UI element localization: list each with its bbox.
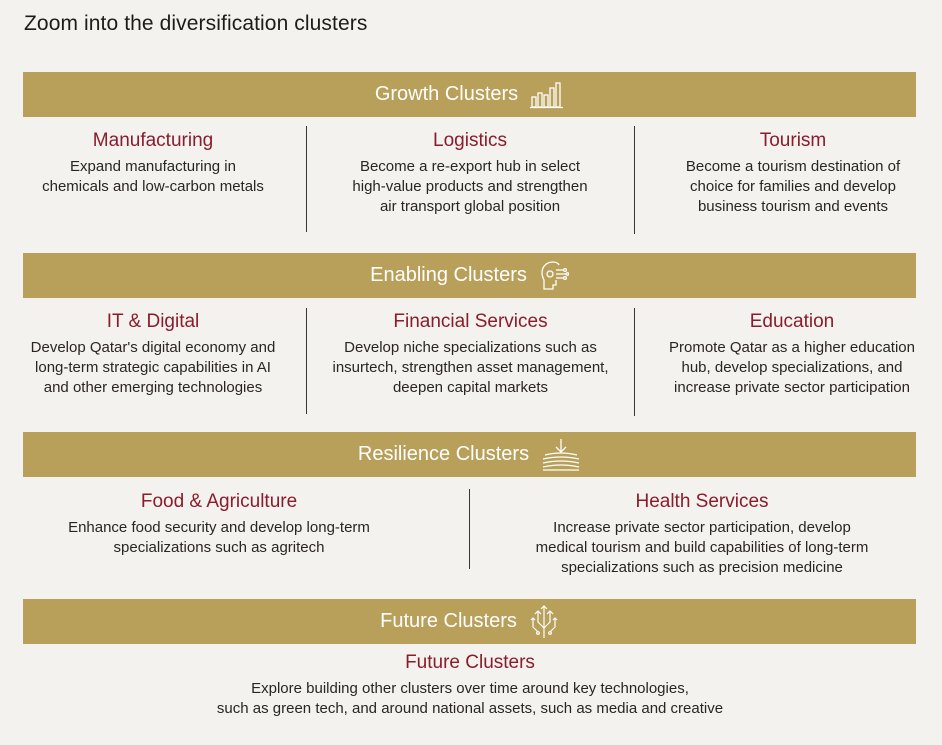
column-divider	[634, 126, 635, 234]
cluster-title: Health Services	[635, 491, 769, 512]
column-divider	[634, 308, 635, 416]
band-resilience-clusters	[23, 432, 916, 477]
cluster-title: Manufacturing	[92, 130, 214, 151]
band-label: Growth Clusters	[374, 83, 519, 105]
cluster-financial-services	[318, 311, 623, 398]
cluster-description: Develop Qatar's digital economy and long-term strategic capabilities in AI and other emerging technologies	[30, 339, 276, 396]
cluster-description: Explore building other clusters over time around key technologies, such as green tech, and around national assets, such as media and creative	[216, 680, 724, 717]
digital-head-icon	[539, 259, 569, 293]
circuit-arrows-icon	[529, 604, 559, 640]
band-growth-clusters	[23, 72, 916, 117]
cluster-logistics	[320, 130, 620, 217]
band-label: Enabling Clusters	[370, 264, 527, 286]
cluster-title: Food & Agriculture	[140, 491, 298, 512]
cluster-education	[644, 311, 940, 398]
bar-chart-icon	[530, 81, 564, 109]
cluster-tourism	[648, 130, 938, 217]
cluster-description: Become a re-export hub in select high-value products and strengthen air transport global position	[352, 158, 588, 215]
band-label: Future Clusters	[380, 610, 517, 632]
cluster-food-agriculture	[40, 491, 398, 558]
cluster-description: Promote Qatar as a higher education hub, develop specializations, and increase private sector participation	[669, 339, 915, 396]
cluster-title: Future Clusters	[405, 652, 535, 673]
cluster-title: Financial Services	[393, 311, 548, 332]
page-title: Zoom into the diversification clusters	[24, 12, 368, 35]
cluster-manufacturing	[23, 130, 283, 197]
column-divider	[306, 126, 307, 232]
band-future-clusters	[23, 599, 916, 644]
cluster-description: Expand manufacturing in chemicals and low-carbon metals	[42, 158, 264, 195]
layers-arrow-icon	[541, 438, 581, 472]
cluster-title: Tourism	[759, 130, 827, 151]
cluster-description: Increase private sector participation, develop medical tourism and build capabilities of long-term specializations such as precision medicine	[535, 519, 869, 576]
cluster-title: IT & Digital	[106, 311, 200, 332]
cluster-future	[140, 652, 800, 719]
cluster-description: Develop niche specializations such as insurtech, strengthen asset management, deepen capital markets	[332, 339, 609, 396]
column-divider	[306, 308, 307, 414]
band-label: Resilience Clusters	[357, 443, 530, 465]
band-enabling-clusters	[23, 253, 916, 298]
cluster-title: Education	[749, 311, 835, 332]
column-divider	[469, 489, 470, 569]
cluster-title: Logistics	[433, 130, 507, 151]
cluster-description: Become a tourism destination of choice for families and develop business tourism and events	[685, 158, 901, 215]
cluster-description: Enhance food security and develop long-term specializations such as agritech	[68, 519, 370, 556]
cluster-it-digital	[23, 311, 283, 398]
cluster-health-services	[490, 491, 914, 578]
